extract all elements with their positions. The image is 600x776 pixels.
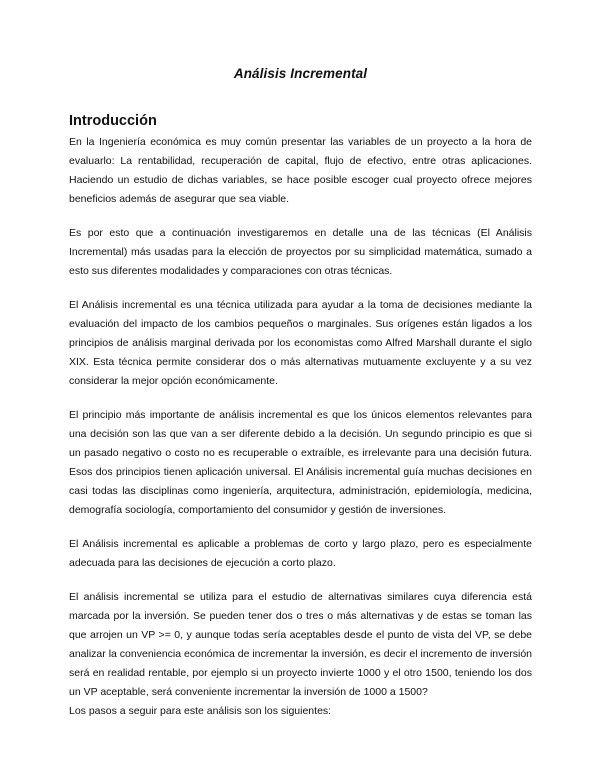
- paragraph-3: El Análisis incremental es una técnica utilizada para ayudar a la toma de decisiones mediante la evaluación del impacto de los cambios pequeños o marginales. Sus orígenes están ligados a los principios de análisis marginal derivada por los economistas como Alfred Marshall durante el siglo XIX. Esta técnica permite considerar dos o más alternativas mutuamente excluyente y a su vez considerar la mejor opción económicamente.: [69, 299, 532, 387]
- paragraph-5: El Análisis incremental es aplicable a problemas de corto y largo plazo, pero es especialmente adecuada para las decisiones de ejecución a corto plazo.: [69, 538, 532, 569]
- paragraph-1: En la Ingeniería económica es muy común presentar las variables de un proyecto a la hora de evaluarlo: La rentabilidad, recuperación de capital, flujo de efectivo, entre otras aplicaciones. Haciendo un estudio de dichas variables, se hace posible escoger cual proyecto ofrece mejores beneficios además de asegurar que sea viable.: [69, 136, 532, 205]
- paragraph-6: El análisis incremental se utiliza para el estudio de alternativas similares cuya diferencia está marcada por la inversión. Se pueden tener dos o tres o más alternativas y de estas se toman las que arrojen un VP >= 0, y aunque todas sería aceptables desde el punto de vista del VP, se debe analizar la conveniencia económica de incrementar la inversión, es decir el incremento de inversión será en realidad rentable, por ejemplo si un proyecto invierte 1000 y el otro 1500, teniendo los dos un VP aceptable, será conveniente incrementar la inversión de 1000 a 1500?: [69, 591, 532, 698]
- paragraph-2: Es por esto que a continuación investigaremos en detalle una de las técnicas (El Análisis Incremental) más usadas para la elección de proyectos por su simplicidad matemática, sumado a esto sus diferentes modalidades y comparaciones con otras técnicas.: [69, 227, 532, 277]
- paragraph-7: Los pasos a seguir para este análisis son los siguientes:: [69, 705, 332, 717]
- section-heading-introduccion: Introducción: [69, 113, 157, 129]
- paragraph-4: El principio más importante de análisis incremental es que los únicos elementos relevantes para una decisión son las que van a ser diferente debido a la decisión. Un segundo principio es que si un pasado negativo o costo no es recuperable o extraíble, es irrelevante para una decisión futura. Esos dos principios tienen aplicación universal. El Análisis incremental guía muchas decisiones en casi todas las disciplinas como ingeniería, arquitectura, administración, epidemiología, medicina, demografía sociología, comportamiento del consumidor y gestión de inversiones.: [69, 409, 532, 516]
- document-title: Análisis Incremental: [233, 66, 368, 81]
